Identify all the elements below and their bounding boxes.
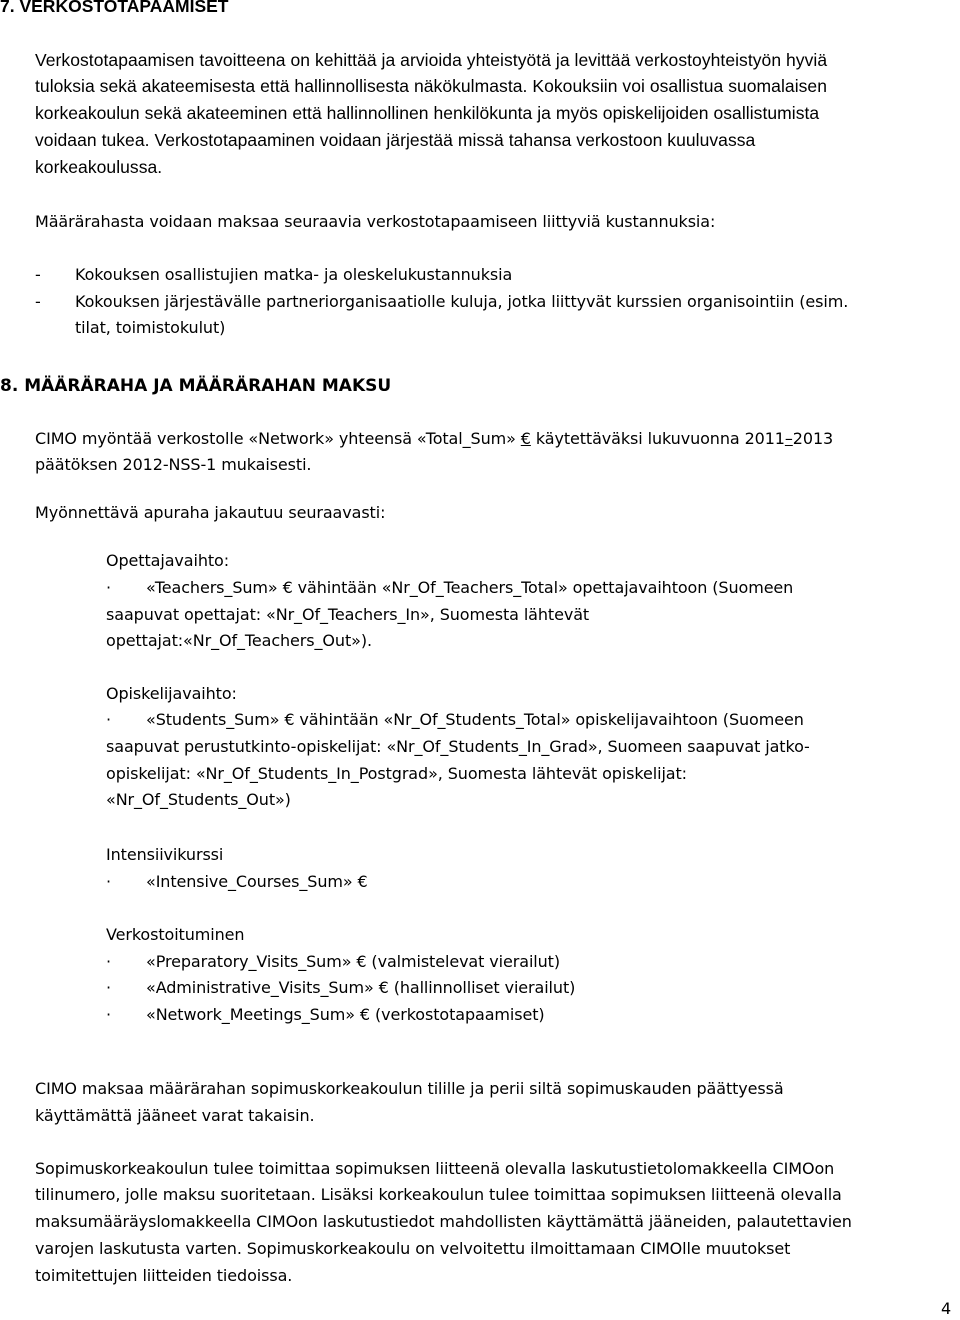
teachers-line: · «Teachers_Sum» € vähintään «Nr_Of_Teachers_Total» opettajavaihtoon (Suomeen — [106, 578, 794, 597]
dot-bullet: · — [106, 1005, 111, 1024]
list-item: - Kokouksen järjestävälle partneriorganisaatiolle kuluja, jotka liittyvät kurssien organisointiin (esim. — [35, 292, 849, 311]
dot-bullet: · — [106, 872, 111, 891]
list-item-continuation: tilat, toimistokulut) — [75, 318, 226, 337]
dash-bullet: - — [35, 292, 41, 311]
split-intro: Myönnettävä apuraha jakautuu seuraavasti: — [35, 503, 386, 522]
students-line: · «Students_Sum» € vähintään «Nr_Of_Students_Total» opiskelijavaihtoon (Suomeen — [106, 710, 804, 729]
dot-bullet: · — [106, 978, 111, 997]
grant-line: CIMO myöntää verkostolle «Network» yhteensä «Total_Sum» € käytettäväksi lukuvuonna 2011–2013 — [35, 429, 834, 448]
teachers-heading: Opettajavaihto: — [106, 551, 230, 570]
paragraph-line: tuloksia sekä akateemisesta että hallinnollisesta näkökulmasta. Kokouksiin voi osallistua suomalaisen — [35, 76, 827, 96]
dash-bullet: - — [35, 265, 41, 284]
students-line: «Nr_Of_Students_Out») — [106, 790, 291, 809]
intensive-heading: Intensiivikurssi — [106, 845, 224, 864]
networking-heading: Verkostoituminen — [106, 925, 245, 944]
section-7-heading: 7. VERKOSTOTAPAAMISET — [0, 0, 229, 16]
invoice-line: tilinumero, jolle maksu suoritetaan. Lisäksi korkeakoulun tulee toimittaa sopimuksen liitteenä olevalla — [35, 1185, 842, 1204]
students-line: opiskelijat: «Nr_Of_Students_In_Postgrad», Suomesta lähtevät opiskelijat: — [106, 764, 687, 783]
paragraph-line: Verkostotapaamisen tavoitteena on kehittää ja arvioida yhteistyötä ja levittää verkostoyhteistyön hyviä — [35, 50, 828, 70]
teachers-line: saapuvat opettajat: «Nr_Of_Teachers_In», Suomesta lähtevät — [106, 605, 590, 624]
dot-bullet: · — [106, 710, 111, 729]
invoice-line: maksumääräyslomakkeella CIMOon laskutustiedot mahdollisten käyttämättä jääneiden, palautettavien — [35, 1212, 852, 1231]
dot-bullet: · — [106, 952, 111, 971]
students-line: saapuvat perustutkinto-opiskelijat: «Nr_Of_Students_In_Grad», Suomeen saapuvat jatko- — [106, 737, 810, 756]
paragraph-line: voidaan tukea. Verkostotapaaminen voidaan järjestää missä tahansa verkostoon kuuluvassa — [35, 130, 756, 150]
invoice-line: varojen laskutusta varten. Sopimuskorkeakoulu on velvoitettu ilmoittamaan CIMOlle muutokset — [35, 1239, 791, 1258]
invoice-line: toimitettujen liitteiden tiedoissa. — [35, 1266, 293, 1285]
grant-line: päätöksen 2012-NSS-1 mukaisesti. — [35, 455, 312, 474]
networking-line: · «Administrative_Visits_Sum» € (hallinnolliset vierailut) — [106, 978, 576, 997]
section-8-heading: 8. MÄÄRÄRAHA JA MÄÄRÄRAHAN MAKSU — [0, 376, 392, 396]
teachers-line: opettajat:«Nr_Of_Teachers_Out»). — [106, 631, 372, 650]
intensive-line: · «Intensive_Courses_Sum» € — [106, 872, 368, 891]
euro-sign: € — [520, 429, 531, 448]
networking-line: · «Preparatory_Visits_Sum» € (valmistelevat vierailut) — [106, 952, 560, 971]
paragraph-line: korkeakoulun sekä akateeminen että hallinnollinen henkilökunta ja myös opiskelijoiden osallistumista — [35, 103, 820, 123]
networking-line: · «Network_Meetings_Sum» € (verkostotapaamiset) — [106, 1005, 545, 1024]
dot-bullet: · — [106, 578, 111, 597]
paragraph-line: korkeakoulussa. — [35, 157, 163, 177]
costs-intro: Määrärahasta voidaan maksaa seuraavia verkostotapaamiseen liittyviä kustannuksia: — [35, 212, 716, 231]
page-number: 4 — [941, 1299, 952, 1318]
students-heading: Opiskelijavaihto: — [106, 684, 237, 703]
payment-line: käyttämättä jääneet varat takaisin. — [35, 1106, 315, 1125]
list-item: - Kokouksen osallistujien matka- ja oleskelukustannuksia — [35, 265, 513, 284]
invoice-line: Sopimuskorkeakoulun tulee toimittaa sopimuksen liitteenä olevalla laskutustietolomakkeella CIMOon — [35, 1159, 835, 1178]
payment-line: CIMO maksaa määrärahan sopimuskorkeakoulun tilille ja perii siltä sopimuskauden päättyessä — [35, 1079, 784, 1098]
